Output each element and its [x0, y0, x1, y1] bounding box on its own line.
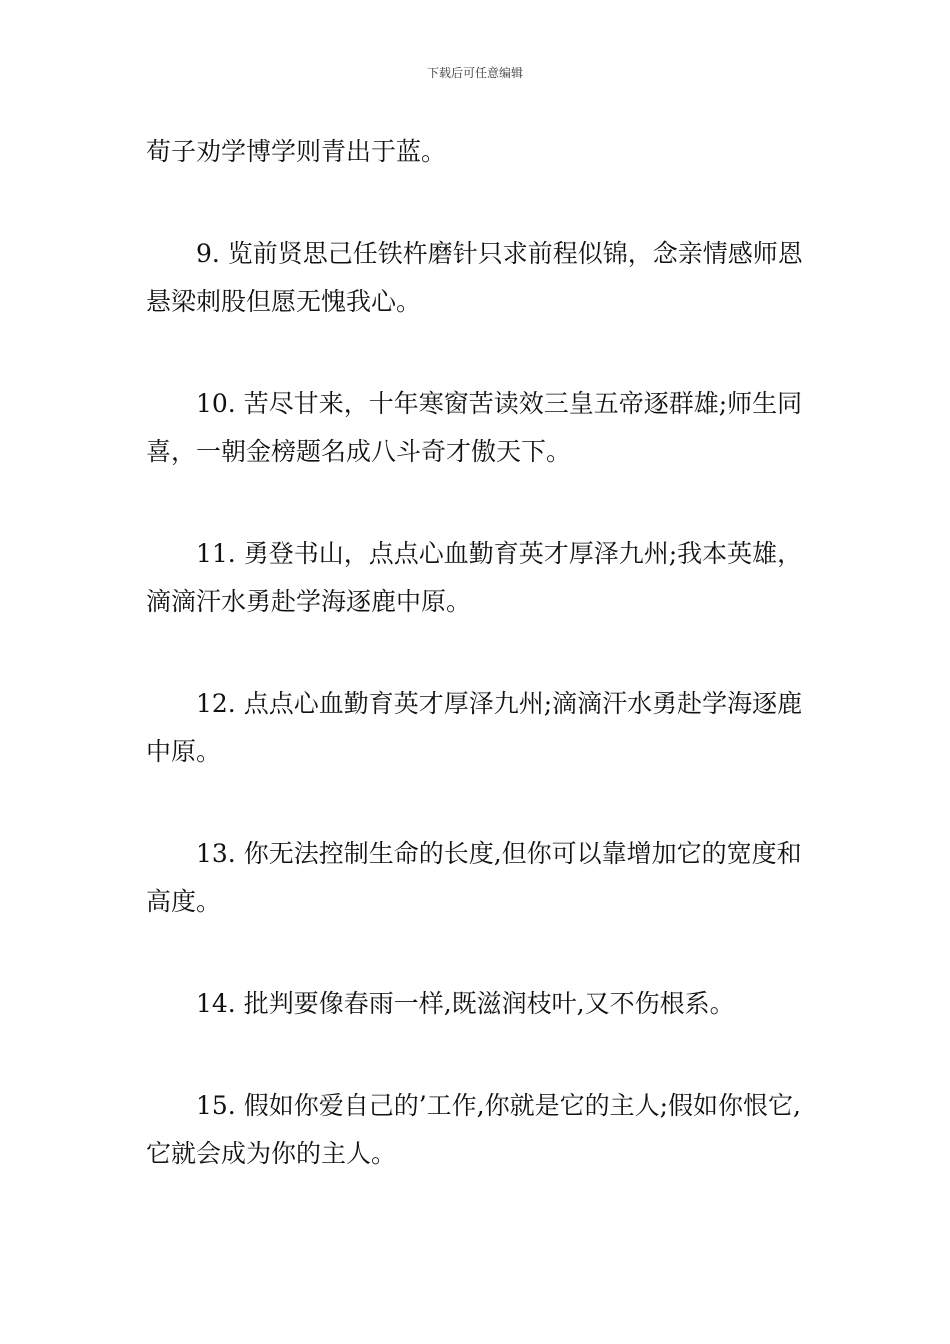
paragraph-item-11: 11. 勇登书山，点点心血勤育英才厚泽九州;我本英雄，滴滴汗水勇赴学海逐鹿中原。 [146, 539, 803, 616]
paragraph-item-10: 10. 苦尽甘来，十年寒窗苦读效三皇五帝逐群雄;师生同喜，一朝金榜题名成八斗奇才傲天下。 [146, 389, 803, 466]
page-header: 下载后可任意编辑 [426, 66, 523, 80]
paragraph-item-13: 13. 你无法控制生命的长度,但你可以靠增加它的宽度和高度。 [146, 839, 802, 916]
paragraph-item-15: 15. 假如你爱自己的’工作,你就是它的主人;假如你恨它,它就会成为你的主人。 [146, 1091, 801, 1168]
paragraph-item-12: 12. 点点心血勤育英才厚泽九州;滴滴汗水勇赴学海逐鹿中原。 [146, 689, 803, 766]
paragraph-continuation: 荀子劝学博学则青出于蓝。 [146, 137, 447, 166]
paragraph-item-9: 9. 览前贤思己任铁杵磨针只求前程似锦，念亲情感师恩悬梁刺股但愿无愧我心。 [146, 239, 803, 316]
paragraph-item-14: 14. 批判要像春雨一样,既滋润枝叶,又不伤根系。 [196, 989, 735, 1018]
document-body [146, 128, 816, 1232]
